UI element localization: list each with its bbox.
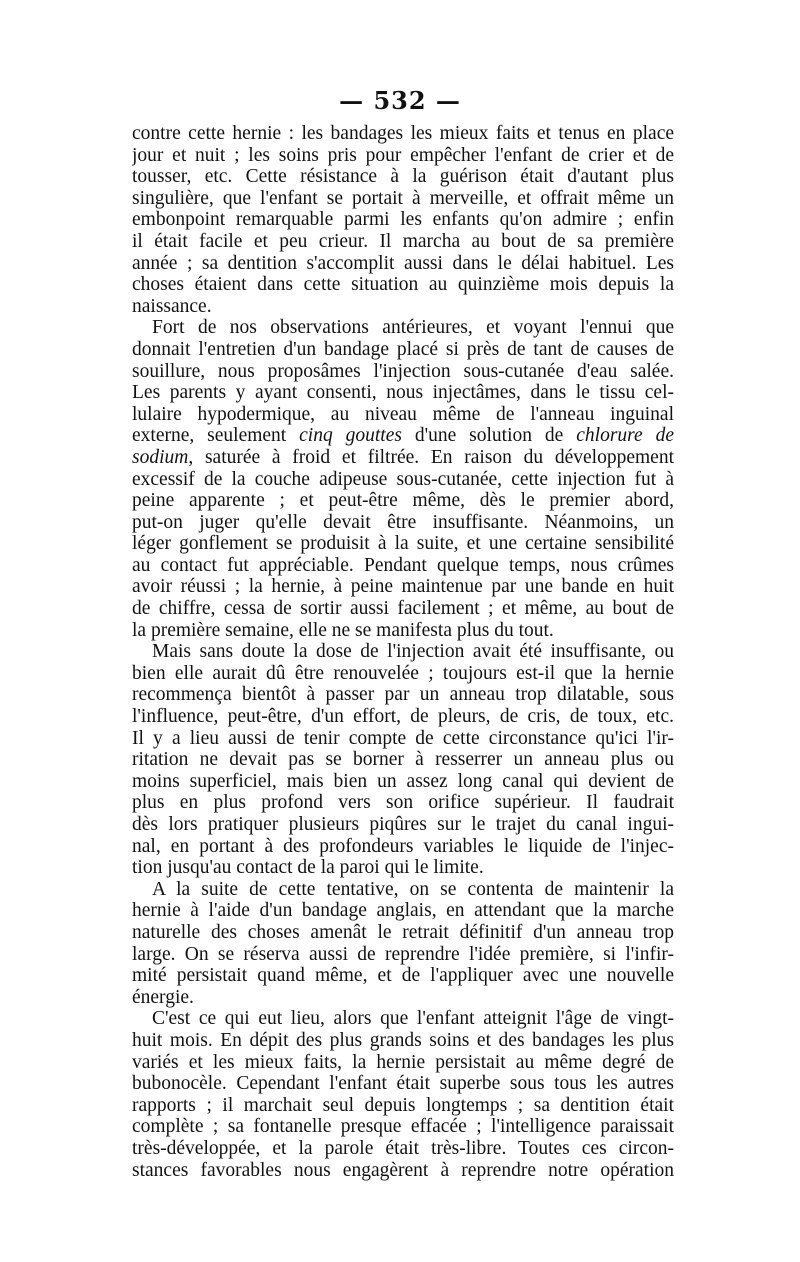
- text-line: [132, 231, 674, 253]
- line-text: Il y a lieu aussi de tenir compte de cette circonstance qu'ici l'ir-: [132, 727, 674, 749]
- line-text: A la suite de cette tentative, on se contenta de maintenir la: [152, 878, 674, 900]
- line-text: large. On se réserva aussi de reprendre l'idée première, si l'infir-: [132, 943, 674, 965]
- text-line: [132, 253, 674, 275]
- line-text: avoir réussi ; la hernie, à peine maintenue par une bande en huit: [132, 576, 674, 598]
- italic-text: cinq gouttes: [299, 425, 402, 447]
- text-line: [132, 490, 674, 512]
- text-line: [132, 879, 674, 901]
- text-line: [132, 188, 674, 210]
- line-text: nal, en portant à des profondeurs variables le liquide de l'injec-: [132, 835, 674, 857]
- line-text: singulière, que l'enfant se portait à merveille, et offrait même un: [132, 187, 674, 209]
- text-line: [132, 771, 674, 793]
- line-text: plus en plus profond vers son orifice supérieur. Il faudrait: [132, 792, 674, 814]
- text-line: [132, 836, 674, 858]
- line-text: léger gonflement se produisit à la suite, et une certaine sensibilité: [132, 533, 674, 555]
- line-text: dès lors pratiquer plusieurs piqûres sur le trajet du canal ingui-: [132, 814, 674, 835]
- text-line: [132, 1138, 674, 1160]
- text-line: [132, 1160, 674, 1182]
- italic-text: sodium: [132, 446, 189, 468]
- text-line: [132, 382, 674, 404]
- text-line: [132, 1030, 674, 1052]
- text-line: [132, 598, 674, 620]
- text-line: [132, 533, 674, 555]
- text-line: [132, 317, 674, 339]
- line-text: choses étaient dans cette situation au quinzième mois depuis la: [132, 274, 674, 296]
- line-text: ritation ne devait pas se borner à resserrer un anneau plus ou: [132, 749, 674, 771]
- text-line: [132, 425, 674, 447]
- text-line: [132, 576, 674, 598]
- line-text: C'est ce qui eut lieu, alors que l'enfant atteignit l'âge de vingt-: [152, 1008, 674, 1030]
- line-text: excessif de la couche adipeuse sous-cutanée, cette injection fut à: [132, 468, 674, 490]
- line-text: souillure, nous proposâmes l'injection sous-cutanée d'eau salée.: [132, 360, 674, 382]
- line-text: bien elle aurait dû être renouvelée ; toujours est-il que la hernie: [132, 662, 674, 684]
- line-text: variés et les mieux faits, la hernie persistait au même degré de: [132, 1051, 674, 1073]
- text-line: [132, 641, 674, 663]
- text-line: [132, 145, 674, 167]
- text-line: [132, 1008, 674, 1030]
- line-text: lulaire hypodermique, au niveau même de l'anneau inguinal: [132, 403, 674, 425]
- text-line: [132, 663, 674, 685]
- text-line: [132, 620, 674, 642]
- line-text: Mais sans doute la dose de l'injection avait été insuffisante, ou: [152, 641, 674, 663]
- line-text: tion jusqu'au contact de la paroi qui le limite.: [132, 857, 484, 879]
- text-line: [132, 792, 674, 814]
- line-text: , saturée à froid et filtrée. En raison du développement: [188, 446, 674, 468]
- text-line: [132, 166, 674, 188]
- line-text: huit mois. En dépit des plus grands soins et des bandages les plus: [132, 1029, 674, 1051]
- line-text: contre cette hernie : les bandages les mieux faits et tenus en place: [132, 123, 674, 144]
- line-text: il était facile et peu crieur. Il marcha au bout de sa première: [132, 230, 674, 252]
- line-text: hernie à l'aide d'un bandage anglais, en attendant que la marche: [132, 900, 674, 922]
- text-line: [132, 361, 674, 383]
- line-text: bubonocèle. Cependant l'enfant était superbe sous tous les autres: [132, 1073, 674, 1095]
- italic-text: chlorure de: [576, 425, 674, 447]
- line-text: moins superficiel, mais bien un assez long canal qui devient de: [132, 770, 674, 792]
- page-number: — 532 —: [339, 86, 461, 115]
- line-text: put-on juger qu'elle devait être insuffisante. Néanmoins, un: [132, 511, 674, 533]
- text-line: [132, 965, 674, 987]
- line-text: complète ; sa fontanelle presque effacée ; l'intelligence paraissait: [132, 1116, 674, 1138]
- line-text: l'influence, peut-être, d'un effort, de pleurs, de cris, de toux, etc.: [132, 706, 674, 728]
- text-line: [132, 447, 674, 469]
- text-line: [132, 209, 674, 231]
- line-text: rapports ; il marchait seul depuis longtemps ; sa dentition était: [132, 1094, 674, 1116]
- text-line: [132, 900, 674, 922]
- text-line: [132, 512, 674, 534]
- text-line: [132, 922, 674, 944]
- line-text: mité persistait quand même, et de l'appliquer avec une nouvelle: [132, 965, 674, 987]
- line-text: année ; sa dentition s'accomplit aussi dans le délai habituel. Les: [132, 252, 674, 274]
- text-line: [132, 944, 674, 966]
- line-text: donnait l'entretien d'un bandage placé si près de tant de causes de: [132, 338, 674, 360]
- text-line: [132, 749, 674, 771]
- text-line: [132, 123, 674, 145]
- text-line: [132, 728, 674, 750]
- text-line: [132, 1116, 674, 1138]
- line-text: la première semaine, elle ne se manifesta plus du tout.: [132, 619, 554, 641]
- text-line: [132, 1073, 674, 1095]
- text-line: [132, 469, 674, 491]
- text-line: [132, 555, 674, 577]
- line-text: jour et nuit ; les soins pris pour empêcher l'enfant de crier et de: [132, 144, 674, 166]
- text-line: [132, 296, 674, 318]
- line-text: Fort de nos observations antérieures, et voyant l'ennui que: [152, 317, 674, 339]
- line-text: énergie.: [132, 986, 194, 1008]
- text-line: [132, 1052, 674, 1074]
- line-text: recommença bientôt à passer par un anneau trop dilatable, sous: [132, 684, 674, 706]
- line-text: naturelle des choses amenât le retrait définitif d'un anneau trop: [132, 921, 674, 943]
- text-line: [132, 274, 674, 296]
- line-text: très-développée, et la parole était très-libre. Toutes ces circon-: [132, 1137, 674, 1159]
- text-line: [132, 814, 674, 836]
- line-text: stances favorables nous engagèrent à reprendre notre opération: [132, 1159, 674, 1181]
- line-text: externe, seulement: [132, 425, 300, 447]
- line-text: peine apparente ; et peut-être même, dès le premier abord,: [132, 490, 674, 512]
- body-text: [132, 123, 674, 1181]
- text-line: [132, 1095, 674, 1117]
- line-text: embonpoint remarquable parmi les enfants qu'on admire ; enfin: [132, 209, 674, 231]
- line-text: Les parents y ayant consenti, nous injectâmes, dans le tissu cel-: [132, 382, 674, 404]
- text-line: [132, 339, 674, 361]
- line-text: de chiffre, cessa de sortir aussi facilement ; et même, au bout de: [132, 598, 674, 620]
- text-line: [132, 684, 674, 706]
- text-line: [132, 404, 674, 426]
- line-text: d'une solution de: [401, 425, 577, 447]
- text-line: [132, 857, 674, 879]
- line-text: au contact fut appréciable. Pendant quelque temps, nous crûmes: [132, 554, 674, 576]
- text-line: [132, 706, 674, 728]
- line-text: naissance.: [132, 295, 212, 317]
- line-text: tousser, etc. Cette résistance à la guérison était d'autant plus: [132, 166, 674, 188]
- text-line: [132, 987, 674, 1009]
